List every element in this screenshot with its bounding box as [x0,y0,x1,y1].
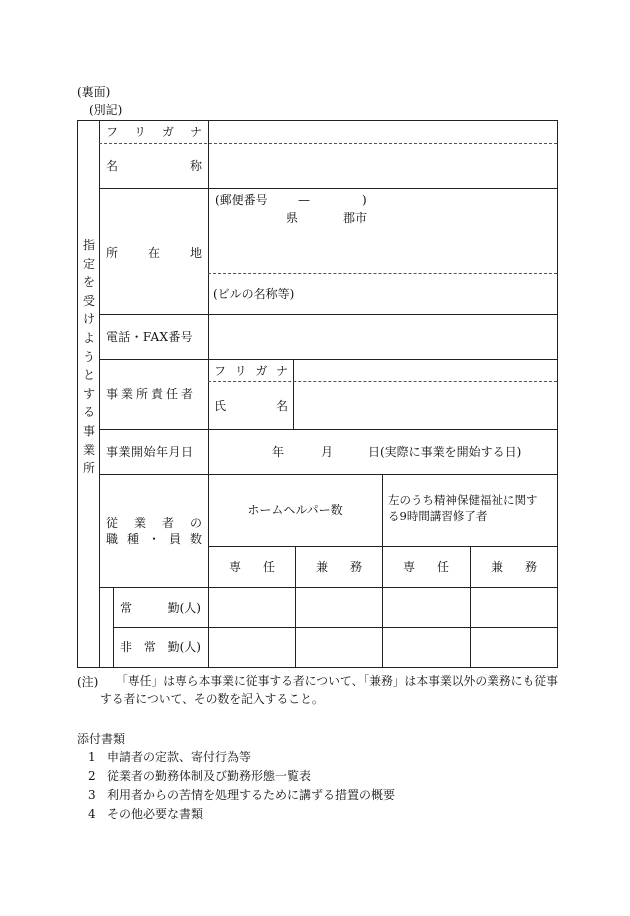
note-line1: 「専任」は専ら本事業に従事する者について、「兼務」は本事業以外の業務にも従事 [116,674,558,688]
start-date-label: 事業開始年月日 [106,445,194,459]
attachment-number: 2 [88,769,96,783]
staff-label-line2: 職 種 ・ 員 数 [106,532,202,546]
prefecture-label: 県 [286,211,299,225]
location-label: 所 在 地 [106,246,202,260]
postal-code-close: ) [362,193,367,207]
col-concurrent-1: 兼 務 [316,560,362,574]
manager-furigana-label: フ リ ガ ナ [214,364,288,378]
manager-label: 事業所責任者 [106,387,197,401]
attachment-item: 従業者の勤務体制及び勤務形態一覧表 [107,769,312,783]
regular-row-label: 常 勤(人) [120,601,201,615]
page-side-label: (裏面) [77,85,111,99]
gun-city-label: 郡市 [343,211,368,225]
attachment-item: 利用者からの苦情を処理するために講ずる措置の概要 [107,788,396,802]
postal-code-dash: — [298,193,310,207]
attachment-number: 3 [88,788,96,802]
attachment-number: 1 [88,750,96,764]
attachment-number: 4 [88,807,96,821]
name-label: 名 称 [106,159,202,173]
mental-health-header-line2: る9時間講習修了者 [388,509,488,523]
col-fulltime-1: 専 任 [229,560,275,574]
appendix-label: (別記) [89,103,123,117]
note-label: (注) [77,675,99,689]
non-regular-row-label: 非 常 勤(人) [120,640,201,654]
side-label-business-office: 指定を受けようとする事業所 [82,238,95,476]
date-month: 月 [321,445,334,459]
home-helper-count-header: ホームヘルパー数 [247,503,343,517]
mental-health-header-line1: 左のうち精神保健福祉に関す [388,493,538,507]
date-year: 年 [272,445,285,459]
postal-code-label: (郵便番号 [215,193,268,207]
attachment-item: 申請者の定款、寄付行為等 [107,750,252,764]
attachment-item: その他必要な書類 [107,807,204,821]
furigana-label: フ リ ガ ナ [106,125,202,139]
staff-label-line1: 従 業 者 の [106,516,202,530]
phone-fax-label: 電話・FAX番号 [106,330,193,344]
note-line2: する者について、その数を記入すること。 [100,692,324,706]
building-name-label: (ビルの名称等) [213,287,295,301]
col-concurrent-2: 兼 務 [491,560,537,574]
manager-name-label: 氏 名 [214,399,288,413]
attachments-title: 添付書類 [77,732,126,746]
date-day-note: 日(実際に事業を開始する日) [368,445,522,459]
col-fulltime-2: 専 任 [403,560,449,574]
